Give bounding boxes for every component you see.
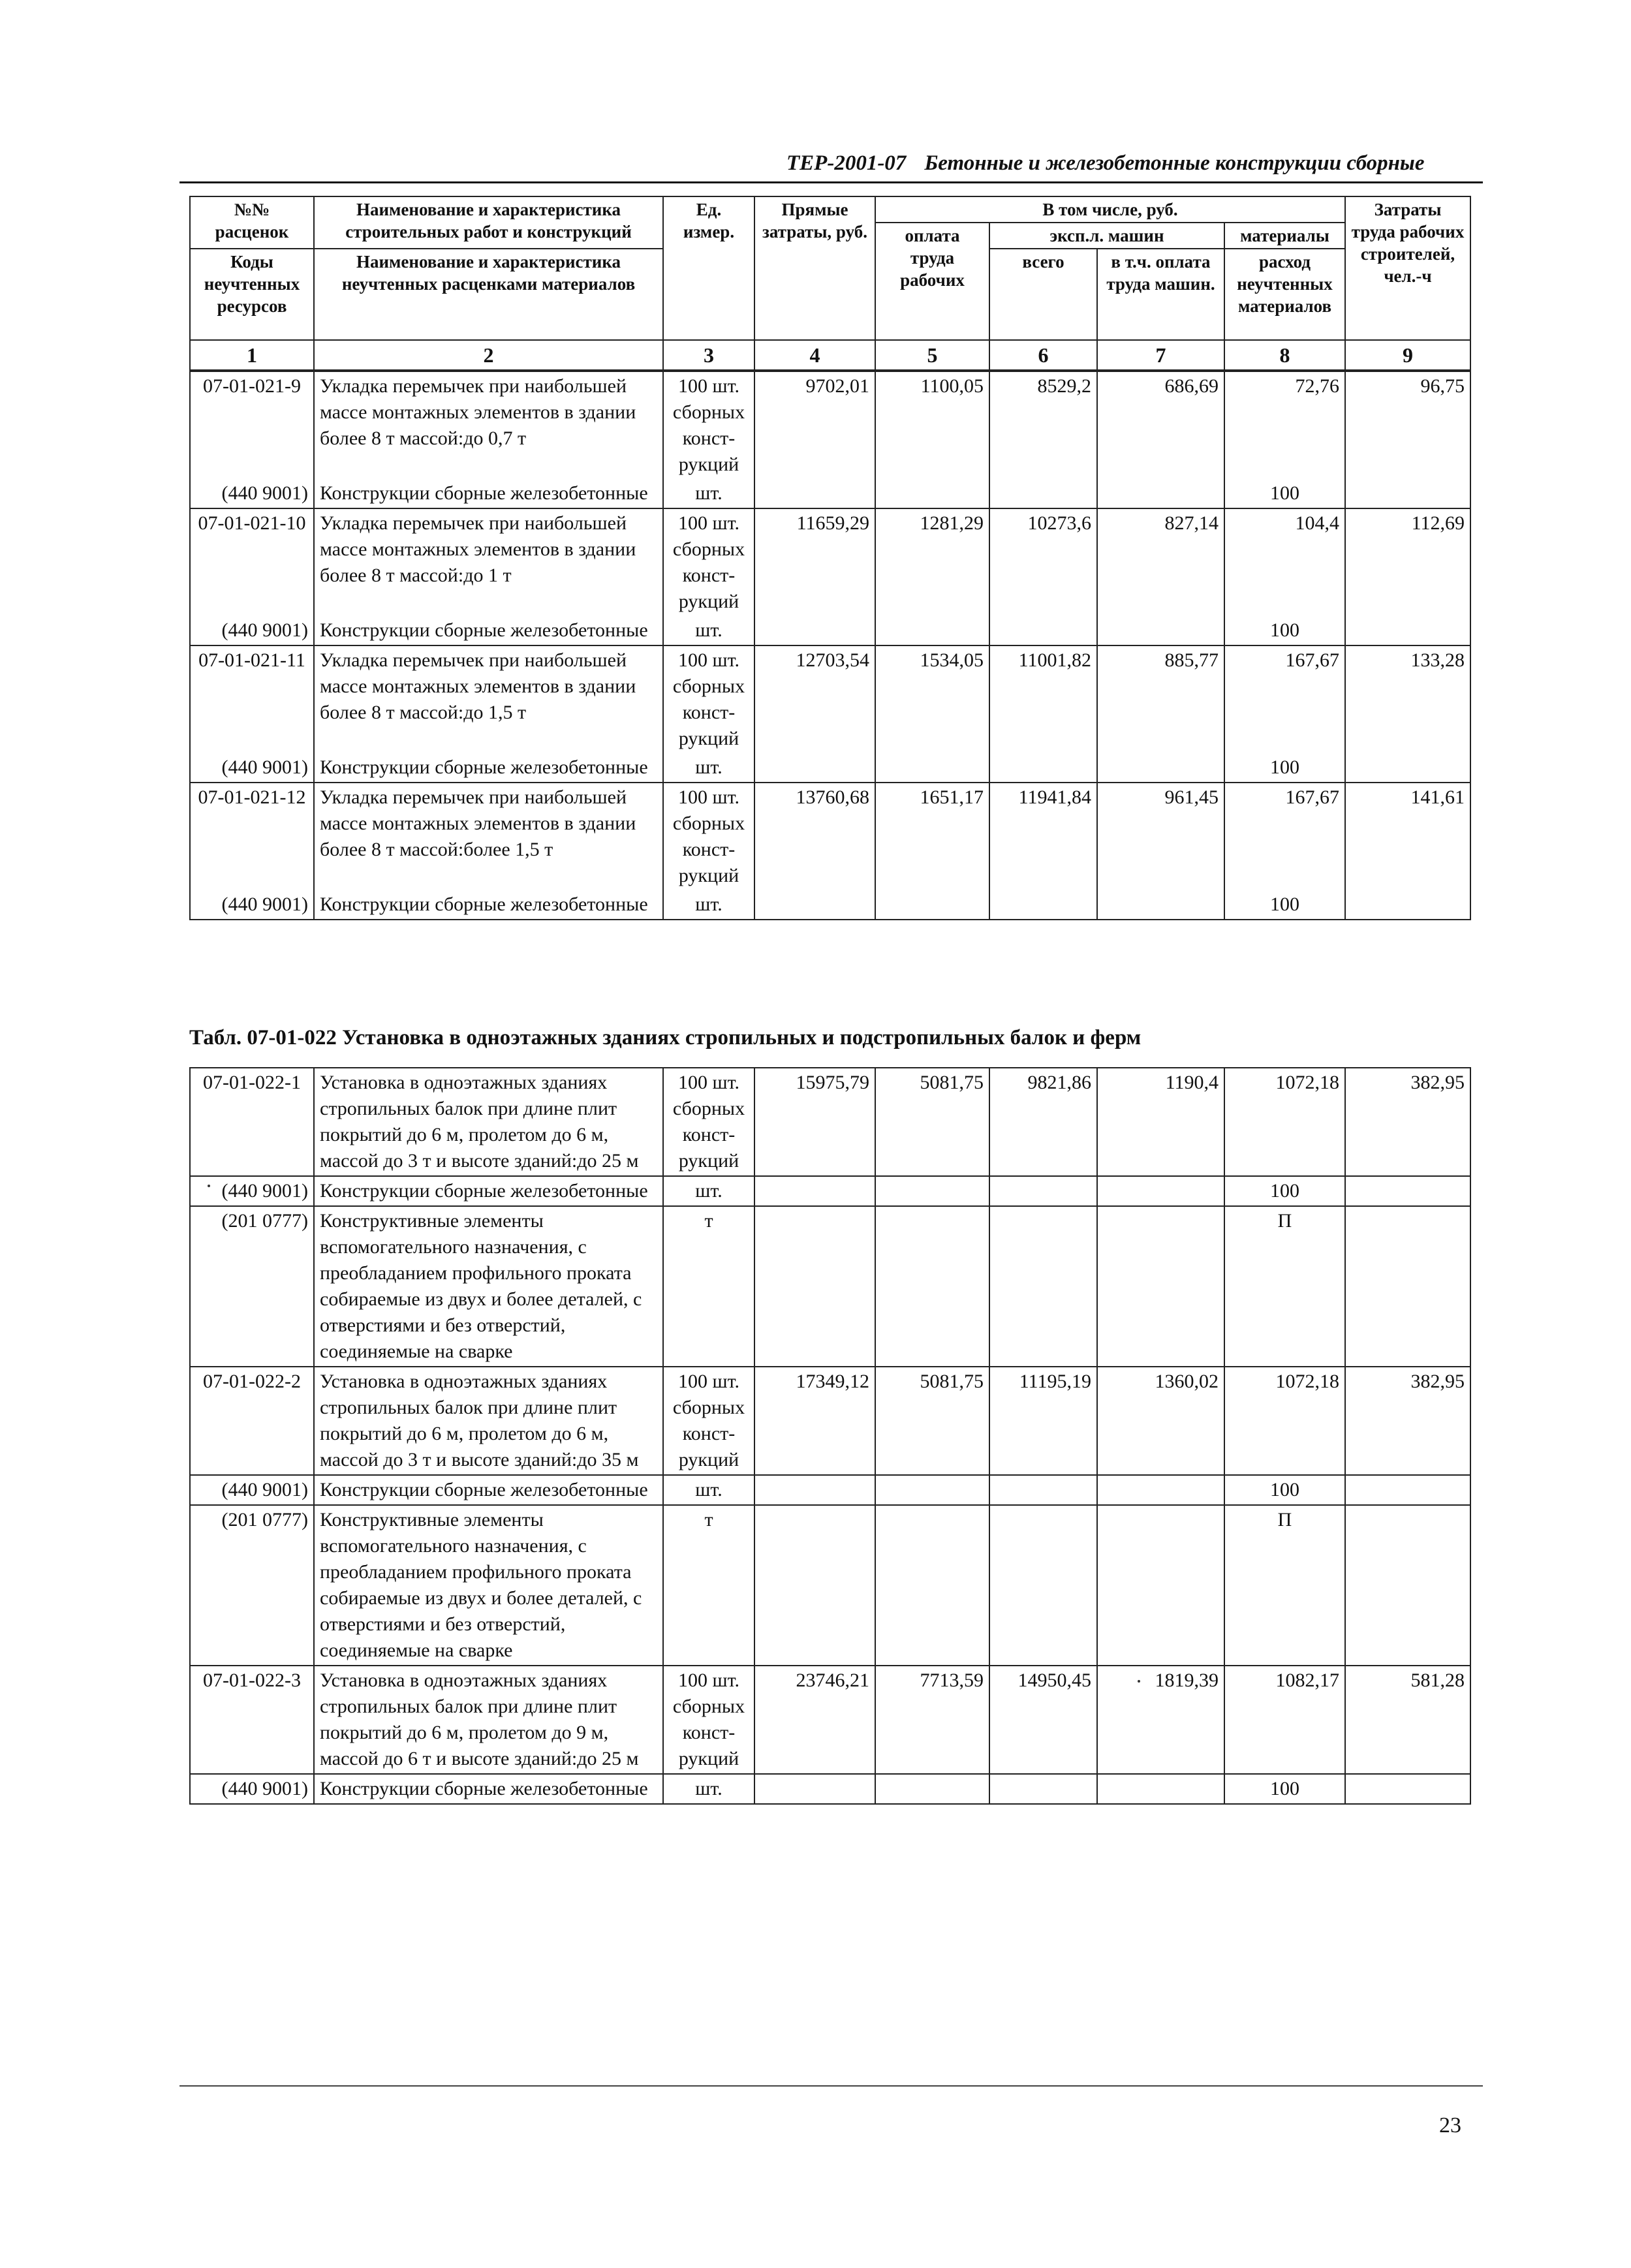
rate-machines-labor-cost: 1819,39: [1097, 1666, 1224, 1774]
resource-row: [190, 479, 1470, 508]
empty-cell: [1097, 753, 1224, 783]
header-number: 7: [1097, 340, 1224, 370]
header-col3: Ед. измер.: [663, 196, 754, 340]
resource-quantity: 100: [1224, 1774, 1345, 1804]
empty-cell: [989, 1774, 1097, 1804]
rate-machines-cost: 11195,19: [989, 1367, 1097, 1475]
empty-cell: [875, 1475, 989, 1505]
empty-cell: [875, 1505, 989, 1666]
header-machines-group: эксп.л. машин: [989, 223, 1224, 249]
rate-unit: 100 шт. сборных конст-рукций: [663, 783, 754, 890]
empty-cell: [875, 1774, 989, 1804]
empty-cell: [1097, 1505, 1224, 1666]
resource-name: Конструктивные элементы вспомогательного назначения, с преобладанием профильного проката собираемые из двух и более деталей, с отверстиями и без отверстий, соединяемые на сварке: [314, 1505, 663, 1666]
empty-cell: [989, 753, 1097, 783]
resource-quantity: П: [1224, 1505, 1345, 1666]
rate-labor-hours: 96,75: [1345, 371, 1470, 479]
rate-direct-cost: 17349,12: [754, 1367, 875, 1475]
resource-row: [190, 1774, 1470, 1804]
empty-cell: [1345, 1176, 1470, 1206]
header-col6: всего: [989, 249, 1097, 340]
header-number: 3: [663, 340, 754, 370]
rate-code: 07-01-021-12: [190, 783, 314, 890]
rate-machines-labor-cost: 827,14: [1097, 508, 1224, 616]
empty-cell: [875, 616, 989, 645]
rate-unit: 100 шт. сборных конст-рукций: [663, 1367, 754, 1475]
rate-name: Укладка перемычек при наибольшей массе монтажных элементов в здании более 8 т массой:более 1,5 т: [314, 783, 663, 890]
empty-cell: [1097, 1774, 1224, 1804]
scan-speck: [1138, 1680, 1140, 1683]
rate-machines-cost: 9821,86: [989, 1068, 1097, 1176]
rate-materials-cost: 1082,17: [1224, 1666, 1345, 1774]
rate-machines-labor-cost: 961,45: [1097, 783, 1224, 890]
rate-code: 07-01-022-3: [190, 1666, 314, 1774]
rate-machines-cost: 11941,84: [989, 783, 1097, 890]
resource-unit: шт.: [663, 616, 754, 645]
rate-labor-cost: 5081,75: [875, 1367, 989, 1475]
empty-cell: [1345, 479, 1470, 508]
empty-cell: [875, 753, 989, 783]
header-number: 5: [875, 340, 989, 370]
rate-labor-hours: 382,95: [1345, 1068, 1470, 1176]
rate-machines-cost: 14950,45: [989, 1666, 1097, 1774]
rates-table-021: [189, 371, 1471, 920]
rate-machines-labor-cost: 1360,02: [1097, 1367, 1224, 1475]
empty-cell: [1345, 1475, 1470, 1505]
resource-code: (201 0777): [190, 1206, 314, 1367]
empty-cell: [989, 1505, 1097, 1666]
resource-quantity: 100: [1224, 1475, 1345, 1505]
empty-cell: [754, 1505, 875, 1666]
resource-name: Конструкции сборные железобетонные: [314, 479, 663, 508]
rate-direct-cost: 11659,29: [754, 508, 875, 616]
resource-unit: т: [663, 1505, 754, 1666]
rate-materials-cost: 167,67: [1224, 783, 1345, 890]
rate-code: 07-01-022-1: [190, 1068, 314, 1176]
empty-cell: [989, 1475, 1097, 1505]
resource-row: [190, 1176, 1470, 1206]
rate-direct-cost: 9702,01: [754, 371, 875, 479]
rate-row: [190, 508, 1470, 616]
empty-cell: [989, 1176, 1097, 1206]
resource-code: (440 9001): [190, 1475, 314, 1505]
header-col4: Прямые затраты, руб.: [754, 196, 875, 340]
resource-unit: шт.: [663, 753, 754, 783]
resource-code: (440 9001): [190, 1176, 314, 1206]
rate-labor-cost: 1534,05: [875, 645, 989, 753]
resource-unit: т: [663, 1206, 754, 1367]
empty-cell: [1097, 1475, 1224, 1505]
header-number: 6: [989, 340, 1097, 370]
rate-name: Установка в одноэтажных зданиях стропильных балок при длине плит покрытий до 6 м, пролетом до 6 м, массой до 3 т и высоте зданий:до 25 м: [314, 1068, 663, 1176]
resource-row: [190, 616, 1470, 645]
rate-unit: 100 шт. сборных конст-рукций: [663, 371, 754, 479]
rate-name: Укладка перемычек при наибольшей массе монтажных элементов в здании более 8 т массой:до 1 т: [314, 508, 663, 616]
resource-unit: шт.: [663, 1475, 754, 1505]
rate-machines-cost: 11001,82: [989, 645, 1097, 753]
header-number: 4: [754, 340, 875, 370]
resource-row: [190, 890, 1470, 920]
empty-cell: [754, 616, 875, 645]
rate-labor-hours: 112,69: [1345, 508, 1470, 616]
empty-cell: [875, 1206, 989, 1367]
header-col7: в т.ч. оплата труда машин.: [1097, 249, 1224, 340]
header-col2-bottom: Наименование и характеристика неучтенных расценками материалов: [314, 249, 663, 340]
empty-cell: [875, 1176, 989, 1206]
empty-cell: [1345, 1505, 1470, 1666]
empty-cell: [754, 479, 875, 508]
resource-name: Конструкции сборные железобетонные: [314, 1475, 663, 1505]
bottom-rule: [179, 2085, 1483, 2087]
resource-unit: шт.: [663, 1774, 754, 1804]
empty-cell: [1097, 479, 1224, 508]
header-rule: [179, 181, 1483, 183]
resource-name: Конструкции сборные железобетонные: [314, 753, 663, 783]
resource-name: Конструкции сборные железобетонные: [314, 890, 663, 920]
table-caption: Табл. 07-01-022 Установка в одноэтажных зданиях стропильных и подстропильных балок и ферм: [189, 1026, 1142, 1049]
table-header: [189, 196, 1471, 371]
running-header-code: ТЕР-2001-07: [786, 151, 907, 175]
rate-labor-hours: 141,61: [1345, 783, 1470, 890]
empty-cell: [754, 1206, 875, 1367]
rate-labor-cost: 5081,75: [875, 1068, 989, 1176]
rate-direct-cost: 23746,21: [754, 1666, 875, 1774]
rate-name: Укладка перемычек при наибольшей массе монтажных элементов в здании более 8 т массой:до 0,7 т: [314, 371, 663, 479]
rate-code: 07-01-021-10: [190, 508, 314, 616]
rate-labor-hours: 382,95: [1345, 1367, 1470, 1475]
resource-row: [190, 1505, 1470, 1666]
rate-labor-hours: 133,28: [1345, 645, 1470, 753]
rate-direct-cost: 12703,54: [754, 645, 875, 753]
empty-cell: [875, 479, 989, 508]
page-number: 23: [1439, 2113, 1461, 2137]
header-number: 9: [1345, 340, 1470, 370]
rate-name: Установка в одноэтажных зданиях стропильных балок при длине плит покрытий до 6 м, пролетом до 9 м, массой до 6 т и высоте зданий:до 25 м: [314, 1666, 663, 1774]
empty-cell: [989, 479, 1097, 508]
empty-cell: [1097, 616, 1224, 645]
header-group: В том числе, руб.: [875, 196, 1345, 223]
resource-name: Конструкции сборные железобетонные: [314, 616, 663, 645]
rate-machines-labor-cost: 1190,4: [1097, 1068, 1224, 1176]
header-col9: Затраты труда рабочих строителей, чел.-ч: [1345, 196, 1470, 340]
resource-quantity: 100: [1224, 479, 1345, 508]
resource-code: (201 0777): [190, 1505, 314, 1666]
resource-unit: шт.: [663, 1176, 754, 1206]
header-number: 2: [314, 340, 663, 370]
empty-cell: [989, 1206, 1097, 1367]
empty-cell: [875, 890, 989, 920]
empty-cell: [754, 1774, 875, 1804]
rate-code: 07-01-021-11: [190, 645, 314, 753]
rate-labor-cost: 1100,05: [875, 371, 989, 479]
empty-cell: [754, 753, 875, 783]
rate-labor-cost: 1281,29: [875, 508, 989, 616]
empty-cell: [754, 890, 875, 920]
header-materials-group: материалы: [1224, 223, 1345, 249]
empty-cell: [1345, 616, 1470, 645]
rate-unit: 100 шт. сборных конст-рукций: [663, 1068, 754, 1176]
resource-code: (440 9001): [190, 479, 314, 508]
empty-cell: [1097, 1206, 1224, 1367]
resource-name: Конструкции сборные железобетонные: [314, 1176, 663, 1206]
rate-machines-cost: 8529,2: [989, 371, 1097, 479]
rate-materials-cost: 72,76: [1224, 371, 1345, 479]
rate-row: [190, 1068, 1470, 1176]
header-col5: оплата труда рабочих: [875, 223, 989, 340]
header-col2-top: Наименование и характеристика строительных работ и конструкций: [314, 196, 663, 249]
rate-labor-cost: 7713,59: [875, 1666, 989, 1774]
empty-cell: [989, 890, 1097, 920]
empty-cell: [1345, 890, 1470, 920]
resource-unit: шт.: [663, 479, 754, 508]
rate-unit: 100 шт. сборных конст-рукций: [663, 1666, 754, 1774]
resource-code: (440 9001): [190, 753, 314, 783]
header-number: 1: [190, 340, 314, 370]
rate-labor-hours: 581,28: [1345, 1666, 1470, 1774]
empty-cell: [989, 616, 1097, 645]
resource-name: Конструкции сборные железобетонные: [314, 1774, 663, 1804]
rate-row: [190, 1367, 1470, 1475]
resource-code: (440 9001): [190, 1774, 314, 1804]
empty-cell: [754, 1176, 875, 1206]
header-number: 8: [1224, 340, 1345, 370]
rate-name: Установка в одноэтажных зданиях стропильных балок при длине плит покрытий до 6 м, пролетом до 6 м, массой до 3 т и высоте зданий:до 35 м: [314, 1367, 663, 1475]
resource-code: (440 9001): [190, 890, 314, 920]
empty-cell: [1345, 1206, 1470, 1367]
header-col1-top: №№ расценок: [190, 196, 314, 249]
resource-quantity: 100: [1224, 753, 1345, 783]
rate-row: [190, 371, 1470, 479]
resource-code: (440 9001): [190, 616, 314, 645]
rate-direct-cost: 13760,68: [754, 783, 875, 890]
rate-row: [190, 783, 1470, 890]
empty-cell: [1097, 890, 1224, 920]
empty-cell: [1345, 1774, 1470, 1804]
resource-quantity: 100: [1224, 890, 1345, 920]
rates-table-022: [189, 1067, 1471, 1805]
rate-unit: 100 шт. сборных конст-рукций: [663, 508, 754, 616]
header-col8: расход неучтенных материалов: [1224, 249, 1345, 340]
rate-materials-cost: 167,67: [1224, 645, 1345, 753]
resource-quantity: 100: [1224, 616, 1345, 645]
resource-row: [190, 1475, 1470, 1505]
rate-labor-cost: 1651,17: [875, 783, 989, 890]
resource-row: [190, 1206, 1470, 1367]
header-col1-bottom: Коды неучтенных ресурсов: [190, 249, 314, 340]
rate-materials-cost: 1072,18: [1224, 1367, 1345, 1475]
rate-code: 07-01-021-9: [190, 371, 314, 479]
rate-direct-cost: 15975,79: [754, 1068, 875, 1176]
resource-row: [190, 753, 1470, 783]
empty-cell: [1097, 1176, 1224, 1206]
resource-quantity: 100: [1224, 1176, 1345, 1206]
rate-unit: 100 шт. сборных конст-рукций: [663, 645, 754, 753]
rate-name: Укладка перемычек при наибольшей массе монтажных элементов в здании более 8 т массой:до 1,5 т: [314, 645, 663, 753]
empty-cell: [1345, 753, 1470, 783]
resource-unit: шт.: [663, 890, 754, 920]
rate-machines-cost: 10273,6: [989, 508, 1097, 616]
rate-code: 07-01-022-2: [190, 1367, 314, 1475]
rate-row: [190, 645, 1470, 753]
rate-machines-labor-cost: 885,77: [1097, 645, 1224, 753]
running-header: [786, 151, 1482, 176]
rate-materials-cost: 1072,18: [1224, 1068, 1345, 1176]
resource-quantity: П: [1224, 1206, 1345, 1367]
rate-row: [190, 1666, 1470, 1774]
resource-name: Конструктивные элементы вспомогательного назначения, с преобладанием профильного проката собираемые из двух и более деталей, с отверстиями и без отверстий, соединяемые на сварке: [314, 1206, 663, 1367]
empty-cell: [754, 1475, 875, 1505]
rate-machines-labor-cost: 686,69: [1097, 371, 1224, 479]
rate-materials-cost: 104,4: [1224, 508, 1345, 616]
scan-speck: [208, 1185, 210, 1187]
running-header-title: Бетонные и железобетонные конструкции сборные: [924, 151, 1425, 175]
